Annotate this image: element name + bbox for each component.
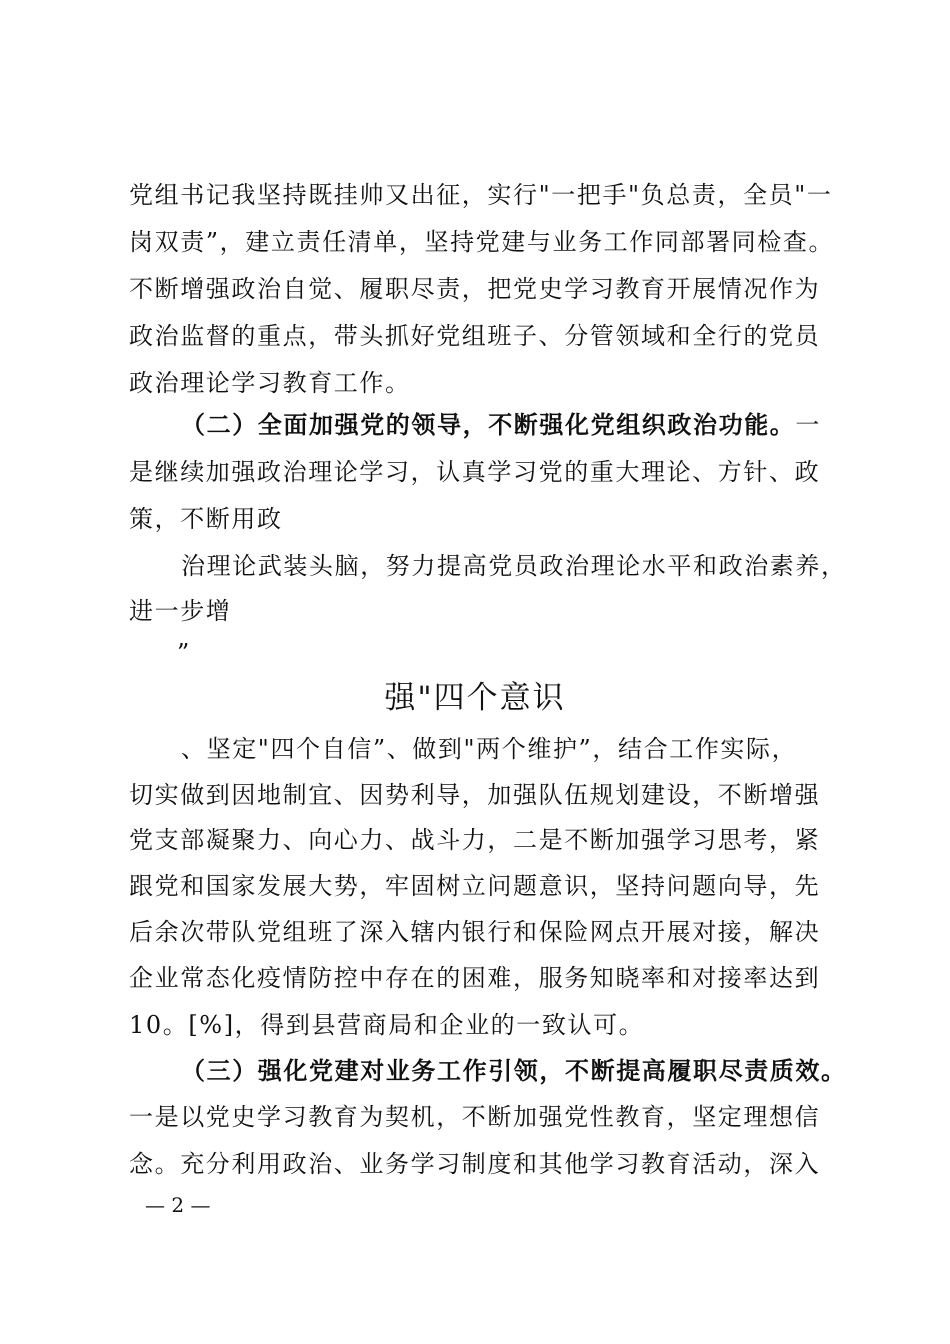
body-text-line: 政治监督的重点，带头抓好党组班子、分管领域和全行的党员: [129, 322, 821, 350]
page-number: — 2 —: [145, 1193, 211, 1217]
body-text-line: 、坚定"四个自信”、做到"两个维护”，结合工作实际，: [181, 735, 798, 763]
section-two-line: [181, 408, 821, 442]
body-text-line: 念。充分利用政治、业务学习制度和其他学习教育活动，深入: [129, 1150, 821, 1178]
body-text-line: 不断增强政治自觉、履职尽责，把党史学习教育开展情况作为: [129, 275, 821, 303]
body-text-line: 岗双责”，建立责任清单，坚持党建与业务工作同部署同检查。: [129, 228, 835, 256]
body-text-line: 是继续加强政治理论学习，认真学习党的重大理论、方针、政: [129, 458, 821, 486]
body-text-line: 党支部凝聚力、向心力、战斗力，二是不断加强学习思考，紧: [129, 826, 821, 854]
body-text-line: 10。[%]，得到县营商局和企业的一致认可。: [129, 1011, 645, 1039]
centered-heading: 强"四个意识: [384, 680, 566, 716]
body-text-line: 策，不断用政: [129, 505, 283, 533]
body-text-fragment: 一: [795, 411, 822, 439]
section-three-heading-text: （三）强化党建对业务工作引领，不断提高履职尽责质效。: [181, 1056, 847, 1085]
body-text-line: 切实做到因地制宜、因势利导，加强队伍规划建设，不断增强: [129, 781, 821, 809]
body-text-line: 政治理论学习教育工作。: [129, 369, 411, 397]
stray-quote-mark: ”: [177, 639, 191, 667]
body-text-line: 进一步增: [129, 597, 232, 625]
body-text-line: 后余次带队党组班了深入辖内银行和保险网点开展对接，解决: [129, 918, 821, 946]
body-text-line: 跟党和国家发展大势，牢固树立问题意识，坚持问题向导，先: [129, 872, 821, 900]
body-text-line: 治理论武装头脑，努力提高党员政治理论水平和政治素养，: [181, 552, 847, 580]
section-three-heading: [181, 1054, 847, 1088]
body-text-line: 企业常态化疫情防控中存在的困难，服务知晓率和对接率达到: [129, 964, 821, 992]
section-two-heading: （二）全面加强党的领导，不断强化党组织政治功能。: [181, 410, 796, 439]
body-text-line: 一是以党史学习教育为契机，不断加强党性教育，坚定理想信: [129, 1103, 821, 1131]
body-text-line: 党组书记我坚持既挂帅又出征，实行"一把手"负总责，全员"一: [129, 181, 833, 209]
